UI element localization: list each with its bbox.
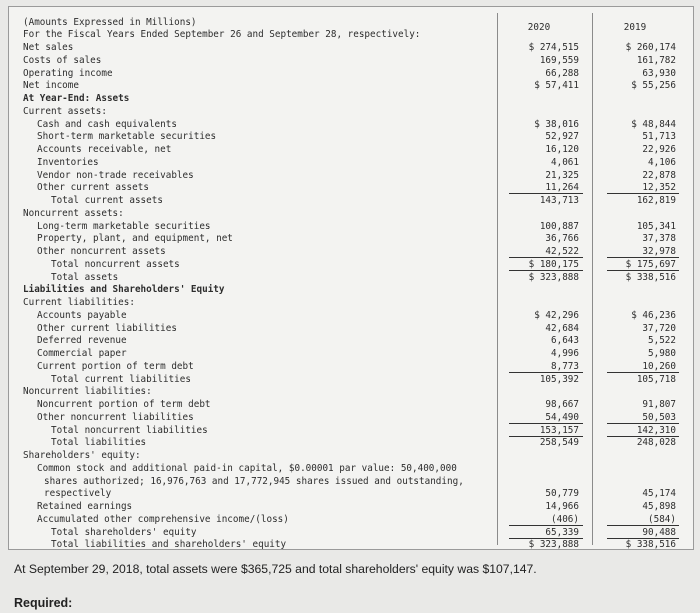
value-2019: $ 55,256 <box>631 80 676 92</box>
table-row <box>9 232 693 245</box>
value-2019: 63,930 <box>642 67 676 79</box>
table-row <box>9 449 693 462</box>
value-2020: 143,713 <box>539 195 579 206</box>
table-row <box>9 385 693 398</box>
table-row <box>9 79 693 92</box>
table-row <box>9 54 693 67</box>
row-label: Total current liabilities <box>51 373 191 385</box>
required-label: Required: <box>14 596 73 610</box>
value-2020: 6,643 <box>551 335 579 347</box>
value-2020: 258,549 <box>539 437 579 449</box>
table-row <box>9 322 693 335</box>
table-row <box>9 436 693 449</box>
value-2019: 162,819 <box>636 195 676 206</box>
row-label: Commercial paper <box>37 348 127 359</box>
value-2019: 10,260 <box>642 360 676 372</box>
table-row <box>9 130 693 143</box>
table-row <box>9 143 693 156</box>
value-2019: 22,878 <box>642 169 676 181</box>
value-2019: 248,028 <box>636 437 676 449</box>
column-divider-left <box>497 13 498 545</box>
row-label: Liabilities and Shareholders' Equity <box>23 284 225 296</box>
table-row <box>9 373 693 386</box>
row-label: Noncurrent liabilities: <box>23 386 152 398</box>
row-label: Accounts receivable, net <box>37 144 172 155</box>
row-label: shares authorized; 16,976,763 and 17,772,945 shares issued and outstanding, <box>44 475 464 487</box>
row-label: Total liabilities and shareholders' equity <box>51 539 287 551</box>
value-2020: 11,264 <box>545 182 579 194</box>
table-row <box>9 67 693 80</box>
value-2020: 54,490 <box>545 411 579 423</box>
row-label: Inventories <box>37 156 99 168</box>
value-2019: 105,718 <box>636 373 676 385</box>
table-row <box>9 258 693 271</box>
value-2020: $ 323,888 <box>528 271 579 283</box>
table-row <box>9 283 693 296</box>
value-2020: $ 57,411 <box>534 80 579 92</box>
value-2020: $ 38,016 <box>534 118 579 130</box>
table-row <box>9 105 693 118</box>
table-row <box>9 156 693 169</box>
row-label: Total assets <box>51 271 119 283</box>
value-2019: 4,106 <box>648 156 676 168</box>
year-2020-header: 2020 <box>527 22 551 33</box>
table-row <box>9 334 693 347</box>
row-label: Total noncurrent assets <box>51 258 180 270</box>
value-2020: 66,288 <box>545 67 579 79</box>
value-2019: $ 48,844 <box>631 118 676 130</box>
row-label: Current portion of term debt <box>37 360 194 372</box>
header-fiscal-years: For the Fiscal Years Ended September 26 and September 28, respectively: <box>23 29 421 40</box>
row-label: Total current assets <box>51 195 163 206</box>
value-2019: $ 338,516 <box>625 539 676 551</box>
row-label: Total noncurrent liabilities <box>51 424 208 436</box>
row-label: Net sales <box>23 42 74 53</box>
table-row <box>9 538 693 551</box>
row-label: Short-term marketable securities <box>37 131 217 143</box>
value-2019: $ 260,174 <box>625 42 676 53</box>
table-row <box>9 411 693 424</box>
row-label: At Year-End: Assets <box>23 93 130 104</box>
value-2020: $ 323,888 <box>528 539 579 551</box>
value-2019: 51,713 <box>642 131 676 143</box>
table-row <box>9 462 693 475</box>
row-label: Current assets: <box>23 105 107 117</box>
value-2019: 5,522 <box>648 335 676 347</box>
value-2020: $ 180,175 <box>528 258 579 270</box>
column-divider-mid <box>592 13 593 545</box>
value-2020: 36,766 <box>545 233 579 245</box>
table-row <box>9 398 693 411</box>
table-row <box>9 347 693 360</box>
value-2019: $ 175,697 <box>625 258 676 270</box>
value-2020: $ 42,296 <box>534 309 579 321</box>
row-label: Current liabilities: <box>23 297 135 308</box>
value-2020: 42,684 <box>545 322 579 334</box>
value-2020: 105,392 <box>539 373 579 385</box>
financial-statement-table <box>8 6 694 550</box>
table-row <box>9 360 693 373</box>
row-label: Property, plant, and equipment, net <box>37 233 233 245</box>
table-row <box>9 500 693 513</box>
row-label: Shareholders' equity: <box>23 450 141 461</box>
header-amounts-note: (Amounts Expressed in Millions) <box>23 17 197 28</box>
value-2019: 45,898 <box>642 501 676 512</box>
total-assets-note: At September 29, 2018, total assets were $365,725 and total shareholders' equity was $107,147. <box>14 562 537 576</box>
row-label: Cash and cash equivalents <box>37 118 177 130</box>
table-row <box>9 296 693 309</box>
table-row <box>9 309 693 322</box>
value-2020: 4,061 <box>551 156 579 168</box>
value-2019: 161,782 <box>636 54 676 66</box>
value-2020: 50,779 <box>545 488 579 500</box>
value-2020: 4,996 <box>551 348 579 359</box>
value-2019: 37,720 <box>642 322 676 334</box>
table-row <box>9 424 693 437</box>
row-label: respectively <box>44 488 112 500</box>
table-row <box>9 181 693 194</box>
value-2019: 32,978 <box>642 246 676 257</box>
value-2019: 45,174 <box>642 488 676 500</box>
value-2020: 14,966 <box>545 501 579 512</box>
value-2019: $ 46,236 <box>631 309 676 321</box>
table-row <box>9 526 693 539</box>
year-2019-header: 2019 <box>623 22 647 33</box>
row-label: Other noncurrent assets <box>37 246 166 257</box>
value-2020: 21,325 <box>545 169 579 181</box>
value-2020: 100,887 <box>539 220 579 232</box>
value-2019: 91,807 <box>642 399 676 410</box>
value-2019: 142,310 <box>636 424 676 436</box>
value-2020: 52,927 <box>545 131 579 143</box>
row-label: Total liabilities <box>51 437 147 449</box>
table-row <box>9 271 693 284</box>
value-2020: 65,339 <box>545 526 579 538</box>
table-row <box>9 118 693 131</box>
table-row <box>9 475 693 488</box>
row-label: Long-term marketable securities <box>37 220 211 232</box>
value-2020: (406) <box>551 513 579 525</box>
value-2019: 22,926 <box>642 144 676 155</box>
row-label: Costs of sales <box>23 54 102 66</box>
value-2020: 153,157 <box>539 424 579 436</box>
table-row <box>9 220 693 233</box>
row-label: Deferred revenue <box>37 335 127 347</box>
value-2019: 5,980 <box>648 348 676 359</box>
value-2020: 8,773 <box>551 360 579 372</box>
table-row <box>9 194 693 207</box>
row-label: Other current liabilities <box>37 322 177 334</box>
value-2019: $ 338,516 <box>625 271 676 283</box>
table-row <box>9 41 693 54</box>
row-label: Noncurrent portion of term debt <box>37 399 211 410</box>
table-row <box>9 513 693 526</box>
row-label: Accounts payable <box>37 309 127 321</box>
row-label: Net income <box>23 80 79 92</box>
value-2020: 16,120 <box>545 144 579 155</box>
row-label: Other current assets <box>37 182 149 194</box>
value-2019: (584) <box>648 513 676 525</box>
value-2019: 105,341 <box>636 220 676 232</box>
row-label: Vendor non-trade receivables <box>37 169 194 181</box>
row-label: Retained earnings <box>37 501 133 512</box>
row-label: Noncurrent assets: <box>23 207 124 219</box>
row-label: Other noncurrent liabilities <box>37 411 194 423</box>
value-2019: 12,352 <box>642 182 676 194</box>
row-label: Operating income <box>23 67 113 79</box>
value-2019: 50,503 <box>642 411 676 423</box>
value-2020: 169,559 <box>539 54 579 66</box>
value-2020: 98,667 <box>545 399 579 410</box>
row-label: Total shareholders' equity <box>51 526 197 538</box>
table-row <box>9 92 693 105</box>
row-label: Common stock and additional paid-in capital, $0.00001 par value: 50,400,000 <box>37 462 457 474</box>
value-2019: 90,488 <box>642 526 676 538</box>
table-row <box>9 487 693 500</box>
value-2019: 37,378 <box>642 233 676 245</box>
table-row <box>9 245 693 258</box>
value-2020: $ 274,515 <box>528 42 579 53</box>
value-2020: 42,522 <box>545 246 579 257</box>
table-row <box>9 207 693 220</box>
row-label: Accumulated other comprehensive income/(loss) <box>37 513 289 525</box>
table-row <box>9 169 693 182</box>
